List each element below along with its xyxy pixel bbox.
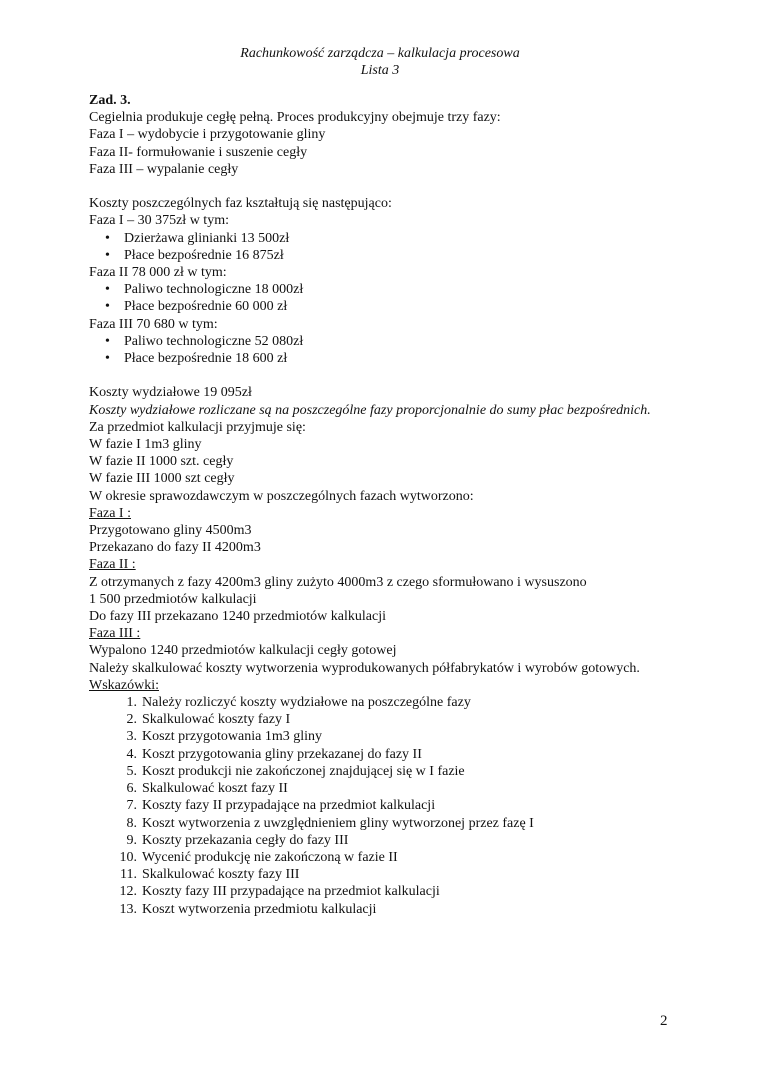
header-title: Rachunkowość zarządcza – kalkulacja procesowa xyxy=(240,46,520,61)
task-heading: Zad. 3. xyxy=(89,93,131,108)
header-subtitle: Lista 3 xyxy=(360,63,400,78)
bullet-item: • Płace bezpośrednie 60 000 zł xyxy=(105,299,288,315)
faza1-line: Przekazano do fazy II 4200m3 xyxy=(89,540,261,556)
faza3-label: Faza III : xyxy=(89,626,141,642)
hint-item: 7. Koszty fazy II przypadające na przedmiot kalkulacji xyxy=(126,798,436,814)
bullet-item: • Dzierżawa glinianki 13 500zł xyxy=(105,230,290,246)
bullet-icon: • xyxy=(105,282,110,298)
faza3-line: Wypalono 1240 przedmiotów kalkulacji cegły gotowej xyxy=(89,643,397,659)
hint-item: 2. Skalkulować koszty fazy I xyxy=(126,712,291,728)
page-number: 2 xyxy=(660,1013,668,1029)
task-intro: Cegielnia produkuje cegłę pełną. Proces produkcyjny obejmuje trzy fazy: xyxy=(89,110,501,126)
hint-item: 10. Wycenić produkcję nie zakończoną w fazie II xyxy=(119,849,398,865)
phase3-title: Faza III 70 680 w tym: xyxy=(89,316,218,332)
bullet-icon: • xyxy=(105,333,110,349)
faza2-line: Z otrzymanych z fazy 4200m3 gliny zużyto 4000m3 z czego sformułowano i wysuszono xyxy=(89,574,587,590)
bullet-icon: • xyxy=(105,351,110,367)
faza2-label: Faza II : xyxy=(89,557,136,573)
hint-item: 6. Skalkulować koszt fazy II xyxy=(126,781,288,797)
bullet-icon: • xyxy=(105,230,110,246)
hints-label: Wskazówki: xyxy=(89,677,159,693)
calc-item: W fazie III 1000 szt cegły xyxy=(89,471,235,487)
calc-intro: Za przedmiot kalkulacji przyjmuje się: xyxy=(89,419,306,435)
phase-line: Faza III – wypalanie cegły xyxy=(89,161,239,177)
calc-item: W fazie II 1000 szt. cegły xyxy=(89,454,234,470)
faza1-label: Faza I : xyxy=(89,505,131,521)
phase-line: Faza I – wydobycie i przygotowanie gliny xyxy=(89,127,326,143)
hint-item: 9. Koszty przekazania cegły do fazy III xyxy=(126,832,349,848)
phase2-title: Faza II 78 000 zł w tym: xyxy=(89,265,227,281)
hints-list xyxy=(89,694,669,918)
task-content xyxy=(89,92,669,918)
phase-line: Faza II- formułowanie i suszenie cegły xyxy=(89,144,308,160)
bullet-item: • Płace bezpośrednie 16 875zł xyxy=(105,247,284,263)
costs-intro: Koszty poszczególnych faz kształtują się następująco: xyxy=(89,196,392,212)
phase1-title: Faza I – 30 375zł w tym: xyxy=(89,213,229,229)
period-intro: W okresie sprawozdawczym w poszczególnych fazach wytworzono: xyxy=(89,488,474,504)
hint-item: 11. Skalkulować koszty fazy III xyxy=(120,867,300,883)
bullet-icon: • xyxy=(105,299,110,315)
instruction: Należy skalkulować koszty wytworzenia wyprodukowanych półfabrykatów i wyrobów gotowych. xyxy=(89,660,640,676)
faza1-line: Przygotowano gliny 4500m3 xyxy=(89,523,252,539)
bullet-item: • Płace bezpośrednie 18 600 zł xyxy=(105,351,288,367)
calc-item: W fazie I 1m3 gliny xyxy=(89,437,202,453)
bullet-icon: • xyxy=(105,247,110,263)
hint-item: 5. Koszt produkcji nie zakończonej znajdującej się w I fazie xyxy=(126,763,465,779)
faza2-line: 1 500 przedmiotów kalkulacji xyxy=(89,591,257,607)
hint-item: 8. Koszt wytworzenia z uwzględnieniem gliny wytworzonej przez fazę I xyxy=(126,815,534,831)
dept-note: Koszty wydziałowe rozliczane są na poszczególne fazy proporcjonalnie do sumy płac bezpośrednich. xyxy=(89,402,651,418)
bullet-item: • Paliwo technologiczne 18 000zł xyxy=(105,282,304,298)
hint-item: 13. Koszt wytworzenia przedmiotu kalkulacji xyxy=(119,901,377,917)
hint-item: 12. Koszty fazy III przypadające na przedmiot kalkulacji xyxy=(119,884,440,900)
dept-costs: Koszty wydziałowe 19 095zł xyxy=(89,385,252,401)
hint-item: 4. Koszt przygotowania gliny przekazanej do fazy II xyxy=(126,746,422,762)
hint-item: 1. Należy rozliczyć koszty wydziałowe na poszczególne fazy xyxy=(126,695,471,711)
bullet-item: • Paliwo technologiczne 52 080zł xyxy=(105,333,304,349)
hint-item: 3. Koszt przygotowania 1m3 gliny xyxy=(126,729,323,745)
faza2-line: Do fazy III przekazano 1240 przedmiotów kalkulacji xyxy=(89,609,386,625)
